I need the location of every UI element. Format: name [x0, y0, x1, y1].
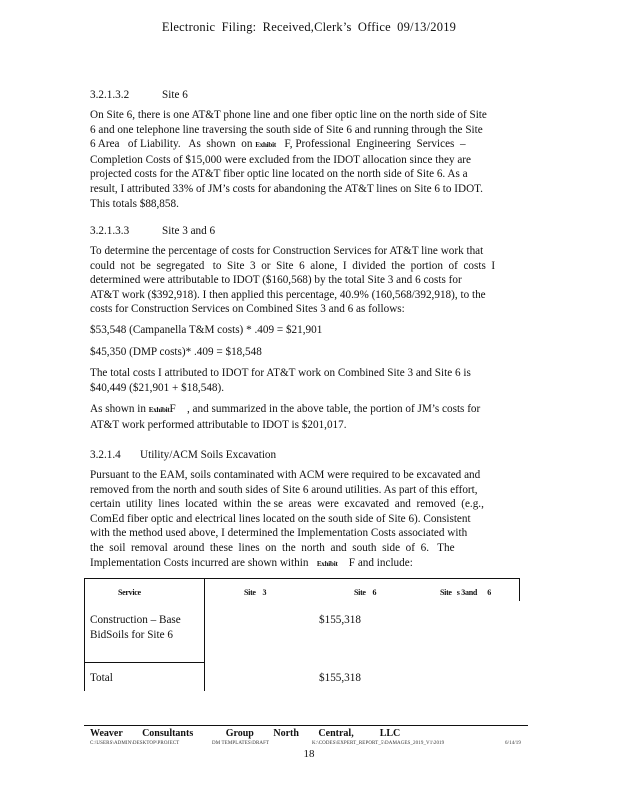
table-border: [84, 579, 85, 691]
paragraph-site6: [90, 108, 520, 211]
paragraph-acm: [90, 468, 520, 571]
text-line: AT&T work performed attributable to IDOT is $201,017.: [90, 418, 347, 431]
footer-path-right: K:\CODES\EXPERT_REPORT_5\DAMAGES_2019_V1\2019: [312, 741, 445, 746]
footer-date: 6/14/19: [505, 741, 521, 746]
table-divider: [204, 579, 205, 691]
footer-organization: Weaver Consultants Group North Central, LLC: [90, 728, 401, 739]
text-line: ComEd fiber optic and electrical lines located on the south side of Site 6). Consistent: [90, 512, 471, 525]
text-line: To determine the percentage of costs for Construction Services for AT&T line work that: [90, 245, 484, 257]
column-header-site36: Site s 3and 6: [440, 588, 491, 597]
text-line: $40,449 ($21,901 + $18,548).: [90, 381, 225, 394]
text-line: On Site 6, there is one AT&T phone line and one fiber optic line on the north side of Site: [90, 109, 487, 121]
section-title: Utility/ACM Soils Excavation: [140, 449, 277, 461]
text-line: 6 and one telephone line traversing the south side of Site 6 and running through the Site: [90, 123, 483, 136]
table-cell-service: Construction – Base BidSoils for Site 6: [90, 614, 181, 641]
text-line-with-exhibit: 6 Area of Liability. As shown on Exhibit F, Professional Engineering Services –: [90, 138, 466, 151]
table-border: [519, 579, 520, 601]
footer-path-left: C:\USERS\ADMIN\DESKTOP\PROJECT: [90, 741, 180, 746]
text-line: AT&T work ($392,918). I then applied this percentage, 40.9% (160,568/392,918), to the: [90, 288, 486, 301]
text-line: could not be segregated to Site 3 or Site 6 alone, I divided the portion of costs I: [90, 259, 496, 272]
section-number: 3.2.1.4: [90, 449, 121, 461]
column-header-service: Service: [118, 588, 141, 597]
section-title: Site 6: [162, 89, 188, 101]
footer-path-mid: DM TEMPLATES\DRAFT: [212, 741, 270, 746]
section-title: Site 3 and 6: [162, 225, 216, 237]
exhibit-reference: Exhibit: [255, 141, 276, 150]
section-heading-site6: [90, 88, 520, 103]
exhibit-reference: Exhibit: [148, 406, 170, 414]
table-cell-total-label: Total: [90, 672, 113, 684]
exhibit-reference: Exhibit: [316, 559, 338, 568]
table-cell-site6: $155,318: [319, 614, 361, 626]
filing-stamp: Electronic Filing: Received,Clerk’s Office 09/13/2019: [161, 20, 457, 34]
paragraph-site36-total: [90, 366, 520, 395]
table-row-divider: [84, 662, 204, 663]
text-line: Pursuant to the EAM, soils contaminated with ACM were required to be excavated and: [90, 469, 481, 481]
text-line: certain utility lines located within the se areas were excavated and removed (e.g.,: [90, 498, 484, 511]
table-cell-total-site6: $155,318: [319, 672, 361, 684]
page-number: 18: [303, 748, 315, 760]
section-heading-acm: [90, 448, 520, 463]
text-line: projected costs for the AT&T fiber optic line located on the north side of Site 6. As a: [90, 168, 468, 181]
paragraph-site36: [90, 244, 520, 317]
cost-table: [84, 578, 520, 691]
section-number: 3.2.1.3.3: [90, 225, 130, 237]
text-line-with-exhibit: As shown in ExhibitF , and summarized in the above table, the portion of JM’s costs for: [90, 403, 481, 415]
footer-rule: [84, 725, 528, 726]
text-line: the soil removal around these lines on the north and south side of 6. The: [90, 541, 455, 554]
text-line: The total costs I attributed to IDOT for AT&T work on Combined Site 3 and Site 6 is: [90, 367, 471, 379]
calc-line-campanella: $53,548 (Campanella T&M costs) * .409 = $21,901: [90, 324, 323, 336]
calc-line-dmp: $45,350 (DMP costs)* .409 = $18,548: [90, 346, 262, 358]
section-heading-site36: [90, 224, 520, 239]
text-line: with the method used above, I determined the Implementation Costs associated with: [90, 527, 468, 540]
text-line-with-exhibit: Implementation Costs incurred are shown within Exhibit F and include:: [90, 556, 413, 569]
column-header-site3: Site 3: [244, 588, 267, 597]
text-line: removed from the north and south sides of Site 6 around utilities. As part of this effort,: [90, 483, 478, 496]
text-line: Completion Costs of $15,000 were excluded from the IDOT allocation since they are: [90, 153, 472, 166]
text-line: determined were attributable to IDOT ($160,568) by the total Site 3 and 6 costs for: [90, 274, 462, 287]
text-line: result, I attributed 33% of JM’s costs for abandoning the AT&T lines on Site 6 to IDOT.: [90, 182, 483, 195]
text-line: This totals $88,858.: [90, 197, 179, 210]
paragraph-site36-summary: [90, 402, 520, 432]
section-number: 3.2.1.3.2: [90, 89, 130, 101]
text-line: costs for Construction Services on Combined Sites 3 and 6 as follows:: [90, 303, 405, 316]
column-header-site6: Site 6: [354, 588, 377, 597]
